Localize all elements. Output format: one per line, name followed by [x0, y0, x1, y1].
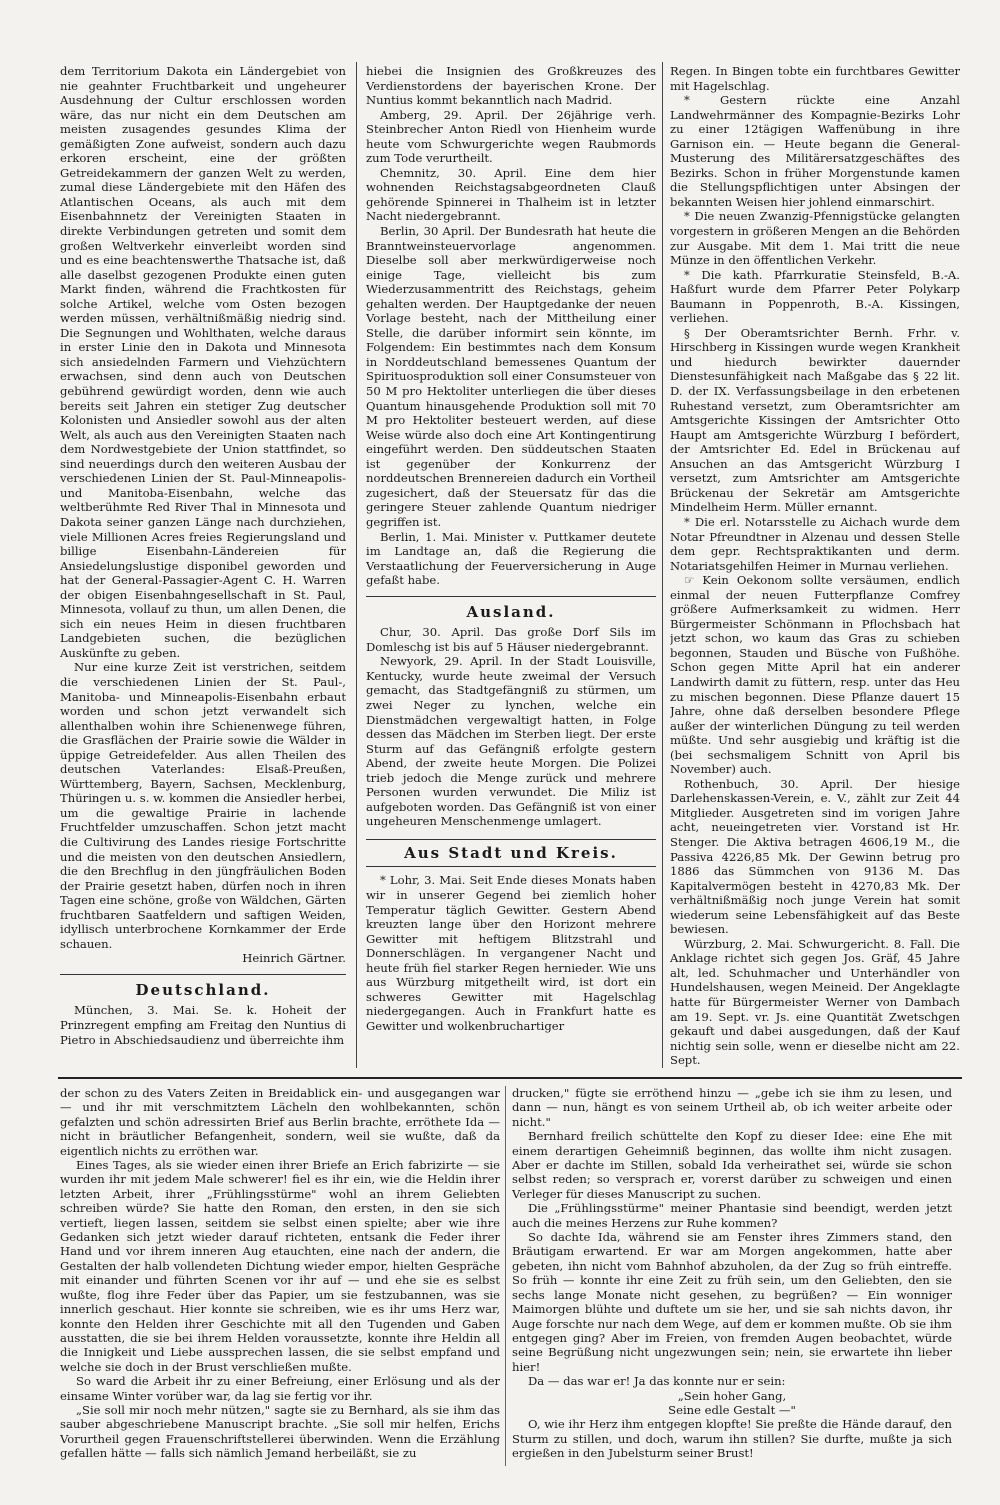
- news-item: Regen. In Bingen tobte ein furchtbares Gewitter mit Hagelschlag.: [670, 64, 960, 93]
- news-item: Rothenbuch, 30. April. Der hiesige Darlehenskassen-Verein, e. V., zählt zur Zeit 44 Mitglieder. Ausgetreten sind im vorigen Jahre acht, neueingetreten vier. Vorstand ist Hr. Stenger. Die Aktiva betragen 4606,19 M., die Passiva 4226,85 Mk. Der Gewinn betrug pro 1886 das Sümmchen von 9136 M. Das Kapitalvermögen besteht in 4270,83 Mk. Der verhältnißmäßig noch junge Verein hat somit wiederum seine Lebensfähigkeit auf das Beste bewiesen.: [670, 776, 960, 937]
- news-item: hiebei die Insignien des Großkreuzes des Verdienstordens der bayerischen Krone. Der Nuntius kommt bekanntlich nach Madrid.: [366, 64, 656, 108]
- feuilleton-paragraph: Eines Tages, als sie wieder einen ihrer Briefe an Erich fabrizirte — sie wurden ihr mit jedem Male schwerer! fiel es ihr ein, wie die Heldin ihrer letzten Arbeit, ihrer „Frühlingsstürme" wohl an ihrem Geliebten schreiben würde? Sie hatte den Roman, den ersten, in den sie sich vertieft, liegen lassen, seitdem sie selbst einen spielte; aber wie ihre Gedanken sich jetzt wieder darauf richteten, entsank die Feder ihrer Hand und vor ihrem inneren Aug etauchten, eine nach der andern, die Gestalten der halb vollendeten Dichtung wieder empor, hielten Gespräche mit einander und führten Scenen vor ihr auf — und ehe sie es selbst wußte, flog ihre Feder über das Papier, um sie festzubannen, was sie innerlich geschaut. Hier konnte sie schreiben, wie es ihr ums Herz war, konnte den Helden ihrer Geschichte mit all den Tugenden und Gaben ausstatten, die sie bei ihrem Helden voraussetzte, konnte ihre Heldin all die Innigkeit und Liebe aussprechen lassen, die sie selbst empfand und welche sie doch in der Brust verschließen mußte.: [60, 1158, 500, 1374]
- feuilleton-verse: „Sein hoher Gang,: [677, 1388, 787, 1403]
- news-item: Berlin, 1. Mai. Minister v. Puttkamer deutete im Landtage an, daß die Regierung die Verstaatlichung der Feuerversicherung in Auge gefaßt habe.: [366, 529, 656, 588]
- news-item: * Die neuen Zwanzig-Pfennigstücke gelangten vorgestern in größeren Mengen an die Behörden zur Ausgabe. Mit dem 1. Mai tritt die neue Münze in den öffentlichen Verkehr.: [670, 209, 960, 268]
- news-item: * Die kath. Pfarrkuratie Steinsfeld, B.-A. Haßfurt wurde dem Pfarrer Peter Polykarp Baumann in Poppenroth, B.-A. Kissingen, verliehen.: [670, 267, 960, 326]
- column-1: [60, 64, 346, 1074]
- feuilleton-divider: [58, 1077, 962, 1079]
- news-item: * Gestern rückte eine Anzahl Landwehrmänner des Kompagnie-Bezirks Lohr zu einer 12tägigen Waffenübung in ihre Garnison ein. — Heute begann die General-Musterung des Militärersatzgeschäftes des Bezirks. Schon in früher Morgenstunde kamen die Stellungspflichtigen unter Absingen der bekannten Weisen hier johlend einmarschirt.: [670, 93, 960, 209]
- section-heading-stadt-kreis: Aus Stadt und Kreis.: [366, 839, 656, 868]
- column-2: [366, 64, 656, 1074]
- news-item: Amberg, 29. April. Der 26jährige verh. Steinbrecher Anton Riedl von Hienheim wurde heute vom Schwurgerichte wegen Raubmords zum Tode verurtheilt.: [366, 107, 656, 166]
- news-item: § Der Oberamtsrichter Bernh. Frhr. v. Hirschberg in Kissingen wurde wegen Krankheit und hiedurch bewirkter dauernder Dienstesunfähigkeit nach Maßgabe das § 22 lit. D. der IX. Verfassungsbeilage in den erbetenen Ruhestand versetzt, zum Oberamtsrichter am Amtsgerichte Kissingen der Amtsrichter Otto Haupt am Amtsgerichte Würzburg I befördert, der Amtsrichter Ed. Edel in Brückenau auf Ansuchen an das Amtsgericht Würzburg I versetzt, zum Amtsrichter am Amtsgerichte Brückenau der Sekretär am Amtsgerichte Mindelheim Herm. Müller ernannt.: [670, 325, 960, 515]
- column-3: [670, 64, 960, 1074]
- feuilleton-paragraph: drucken," fügte sie erröthend hinzu — „gebe ich sie ihm zu lesen, und dann — nun, hängt es von seinem Urtheil ab, ob ich weiter arbeite oder nicht.": [512, 1086, 952, 1129]
- news-item: * Lohr, 3. Mai. Seit Ende dieses Monats haben wir in unserer Gegend bei ziemlich hoher Temperatur täglich Gewitter. Gestern Abend kreuzten lange über den Horizont mehrere Gewitter mit heftigem Blitzstrahl und Donnerschlägen. In vergangener Nacht und heute früh fiel starker Regen hernieder. Wie uns aus Würzburg mitgetheilt wird, ist dort ein schweres Gewitter mit Hagelschlag niedergegangen. Auch in Frankfurt hatte es Gewitter und wolkenbruchartiger: [366, 873, 656, 1033]
- news-item: Berlin, 30 April. Der Bundesrath hat heute die Branntweinsteuervorlage angenommen. Dieselbe soll aber merkwürdigerweise noch einige Tage, vielleicht bis zum Wiederzusammentritt des Reichstags, geheim gehalten werden. Der Hauptgedanke der neuen Vorlage besteht, nach der Mittheilung einer Stelle, die darüber informirt sein könnte, im Folgendem: Ein bestimmtes nach dem Konsum in Norddeutschland bemessenes Quantum der Spirituosproduktion soll einer Consumsteuer von 50 M pro Hektoliter unterliegen die über dieses Quantum hinausgehende Produktion soll mit 70 M pro Hektoliter besteuert werden, auf diese Weise würde also doch eine Art Kontingentirung eingeführt werden. Den süddeutschen Staaten ist gegenüber der Konkurrenz der norddeutschen Brennereien dadurch ein Vortheil zugesichert, daß der Steuersatz für das die geringere Steuer zahlende Quantum niedriger gegriffen ist.: [366, 224, 656, 529]
- feuilleton-right-column: [512, 1086, 952, 1486]
- section-heading-deutschland: Deutschland.: [60, 974, 346, 998]
- news-item: Newyork, 29. April. In der Stadt Louisville, Kentucky, wurde heute zweimal der Versuch gemacht, das Stadtgefängniß zu stürmen, um zwei Neger zu lynchen, welche ein Dienstmädchen vergewaltigt hatten, in Folge dessen das Mädchen im Sterben liegt. Der erste Sturm auf das Gefängniß erfolgte gestern Abend, der zweite heute Morgen. Die Polizei trieb jedoch die Menge zurück und mehrere Personen wurden verwundet. Die Miliz ist aufgeboten worden. Das Gefängniß ist von einer ungeheuren Menschenmenge umlagert.: [366, 654, 656, 829]
- feuilleton-paragraph: Bernhard freilich schüttelte den Kopf zu dieser Idee: eine Ehe mit einem derartigen Geheimniß beginnen, das wollte ihm nicht zusagen. Aber er dachte im Stillen, sobald Ida verheirathet sei, würde sie schon selbst reden; so versprach er, vorerst darüber zu schweigen und einen Verleger für dieses Manuscript zu suchen.: [512, 1129, 952, 1201]
- news-item: Würzburg, 2. Mai. Schwurgericht. 8. Fall. Die Anklage richtet sich gegen Jos. Gräf, 45 Jahre alt, led. Schuhmacher und Unterhändler von Hundelshausen, wegen Meineid. Der Angeklagte hatte für Bürgermeister Werner von Dambach am 19. Sept. vr. Js. eine Quantität Zwetschgen gekauft und dabei ausgedungen, daß der Kauf nichtig sein solle, wenn er dieselbe nicht am 22. Sept.: [670, 936, 960, 1068]
- feuilleton-verse: Seine edle Gestalt —": [668, 1402, 796, 1417]
- news-item: Chemnitz, 30. April. Eine dem hier wohnenden Reichstagsabgeordneten Clauß gehörende Spinnerei in Thalheim ist in letzter Nacht niedergebrannt.: [366, 165, 656, 224]
- feuilleton-paragraph: der schon zu des Vaters Zeiten in Breidablick ein- und ausgegangen war — und ihr mit verschmitztem Lächeln den wohlbekannten, schön gefalzten und schön adressirten Brief aus Berlin brachte, erröthete Ida — nicht in bräutlicher Befangenheit, sondern, weil sie wußte, daß da eigentlich nichts zu erröthen war.: [60, 1086, 500, 1158]
- article-signature: Heinrich Gärtner.: [242, 951, 346, 966]
- feuilleton-column-divider: [505, 1086, 506, 1466]
- feuilleton-paragraph: O, wie ihr Herz ihm entgegen klopfte! Sie preßte die Hände darauf, den Sturm zu stillen, und doch, warum ihn stillen? Sie durfte, mußte ja sich ergießen in den Jubelsturm seiner Brust!: [512, 1417, 952, 1461]
- feuilleton-paragraph: Die „Frühlingsstürme" meiner Phantasie sind beendigt, werden jetzt auch die meines Herzens zur Ruhe kommen?: [512, 1201, 952, 1230]
- news-item: ☞ Kein Oekonom sollte versäumen, endlich einmal der neuen Futterpflanze Comfrey größere Aufmerksamkeit zu widmen. Herr Bürgermeister Schönmann in Pflochsbach hat jetzt schon, wo kaum das Gras zu schieben begonnen, Stauden und Büsche von Fußhöhe. Schon gegen Mitte April hat ein anderer Landwirth damit zu füttern, resp. unter das Heu zu mischen begonnen. Diese Pflanze dauert 15 Jahre, ohne daß derselben besondere Pflege außer der winterlichen Düngung zu teil werden müßte. Und sehr ausgiebig und kräftig ist die (bei sechsmaligem Schnitt von April bis November) auch.: [670, 573, 960, 777]
- news-item: * Die erl. Notarsstelle zu Aichach wurde dem Notar Pfreundtner in Alzenau und dessen Stelle dem gepr. Rechtspraktikanten und derm. Notariatsgehilfen Heimer in Murnau verliehen.: [670, 514, 960, 573]
- feuilleton-paragraph: So ward die Arbeit ihr zu einer Befreiung, einer Erlösung und als der einsame Winter vorüber war, da lag sie fertig vor ihr.: [60, 1374, 500, 1403]
- news-item: München, 3. Mai. Se. k. Hoheit der Prinzregent empfing am Freitag den Nuntius di Pietro in Abschiedsaudienz und überreichte ihm: [60, 1003, 346, 1047]
- article-dakota-text: dem Territorium Dakota ein Ländergebiet von nie geahnter Fruchtbarkeit und ungeheurer Ausdehnung der Cultur erschlossen worden wäre, das nur nicht ein dem Deutschen am meisten zusagendes gesundes Klima der gemäßigten Zone aufweist, sondern auch dazu erkoren erscheint, eine der größten Getreidekammern der ganzen Welt zu werden, zumal diese Ländergebiete mit den Häfen des Atlantischen Oceans, als auch mit dem Eisenbahnnetz der Vereinigten Staaten in direkte Verbindungen getreten und somit dem großen Weltverkehr einverleibt worden sind und es eine beachtenswerthe Thatsache ist, daß alle daselbst gezogenen Produkte einen guten Markt finden, während die Frachtkosten für solche Artikel, welche vom Osten bezogen werden müssen, verhältnißmäßig niedrig sind. Die Segnungen und Wohlthaten, welche daraus in erster Linie den in Dakota und Minnesota sich ansiedelnden Farmern und Viehzüchtern erwachsen, sind denn auch von Deutschen gebührend gewürdigt worden, denn wie auch bereits seit Jahren ein stetiger Zug deutscher Kolonisten und Ansiedler sowohl aus der alten Welt, als auch aus den Vereinigten Staaten nach dem Nordwestgebiete der Union stattfindet, so sind neuerdings durch den weiteren Ausbau der verschiedenen Linien der St. Paul-Minneapolis- und Manitoba-Eisenbahn, welche das weltberühmte Red River Thal in Minnesota und Dakota seiner ganzen Länge nach durchziehen, viele Millionen Acres freies Regierungsland und billige Eisenbahn-Ländereien für Ansiedelungslustige disponibel geworden und hat der General-Passagier-Agent C. H. Warren der obigen Eisenbahngesellschaft in St. Paul, Minnesota, vollauf zu thun, um allen Denen, die sich ein neues Heim in diesen fruchtbaren Landgebieten suchen, die bezüglichen Auskünfte zu geben.: [60, 64, 346, 660]
- feuilleton-paragraph: So dachte Ida, während sie am Fenster ihres Zimmers stand, den Bräutigam erwartend. Er war am Morgen angekommen, hatte aber gebeten, ihn nicht vom Bahnhof abzuholen, da der Zug so früh eintreffe. So früh — konnte ihr eine Zeit zu früh sein, um den Geliebten, den sie sechs lange Monate nicht gesehen, zu begrüßen? — Ein wonniger Maimorgen blühte und duftete um sie her, und sie sah nichts davon, ihr Auge forschte nur nach dem Wege, auf dem er kommen mußte. Ob sie ihm entgegen ging? Aber im Freien, von fremden Augen beobachtet, würde seine Begrüßung nicht ungezwungen sein; nein, sie erwartete ihn lieber hier!: [512, 1230, 952, 1374]
- column-divider: [662, 62, 663, 1068]
- news-item: Chur, 30. April. Das große Dorf Sils im Domleschg ist bis auf 5 Häuser niedergebrannt.: [366, 625, 656, 654]
- feuilleton-paragraph: Da — das war er! Ja das konnte nur er sein:: [528, 1374, 786, 1389]
- column-divider: [356, 62, 357, 1068]
- section-heading-ausland: Ausland.: [366, 596, 656, 620]
- feuilleton-paragraph: „Sie soll mir noch mehr nützen," sagte sie zu Bernhard, als sie ihm das sauber abgeschriebene Manuscript brachte. „Sie soll mir helfen, Erichs Vorurtheil gegen Frauenschriftstellerei überwinden. Wenn die Erzählung gefallen hätte — falls sich nämlich Jemand herbeiläßt, sie zu: [60, 1402, 500, 1461]
- article-dakota-text: Nur eine kurze Zeit ist verstrichen, seitdem die verschiedenen Linien der St. Paul-, Manitoba- und Minneapolis-Eisenbahn erbaut worden und schon jetzt verwandelt sich allenthalben wohin ihre Schienenwege führen, die Grasflächen der Prairie sowie die Wälder in üppige Getreidefelder. Aus allen Theilen des deutschen Vaterlandes: Elsaß-Preußen, Württemberg, Bayern, Sachsen, Mecklenburg, Thüringen u. s. w. kommen die Ansiedler herbei, um die gewaltige Prairie in lachende Fruchtfelder umzuschaffen. Schon jetzt macht die Cultivirung des Landes riesige Fortschritte und die meisten von den deutschen Ansiedlern, die den Brechflug in den jüngfräulichen Boden der Prairie gesetzt haben, dürfen noch in ihren Tagen eine schöne, große von Wäldchen, Gärten fruchtbaren Saatfeldern und saftigen Weiden, idyllisch unterbrochene Kornkammer der Erde schauen.: [60, 660, 346, 951]
- feuilleton-left-column: [60, 1086, 500, 1486]
